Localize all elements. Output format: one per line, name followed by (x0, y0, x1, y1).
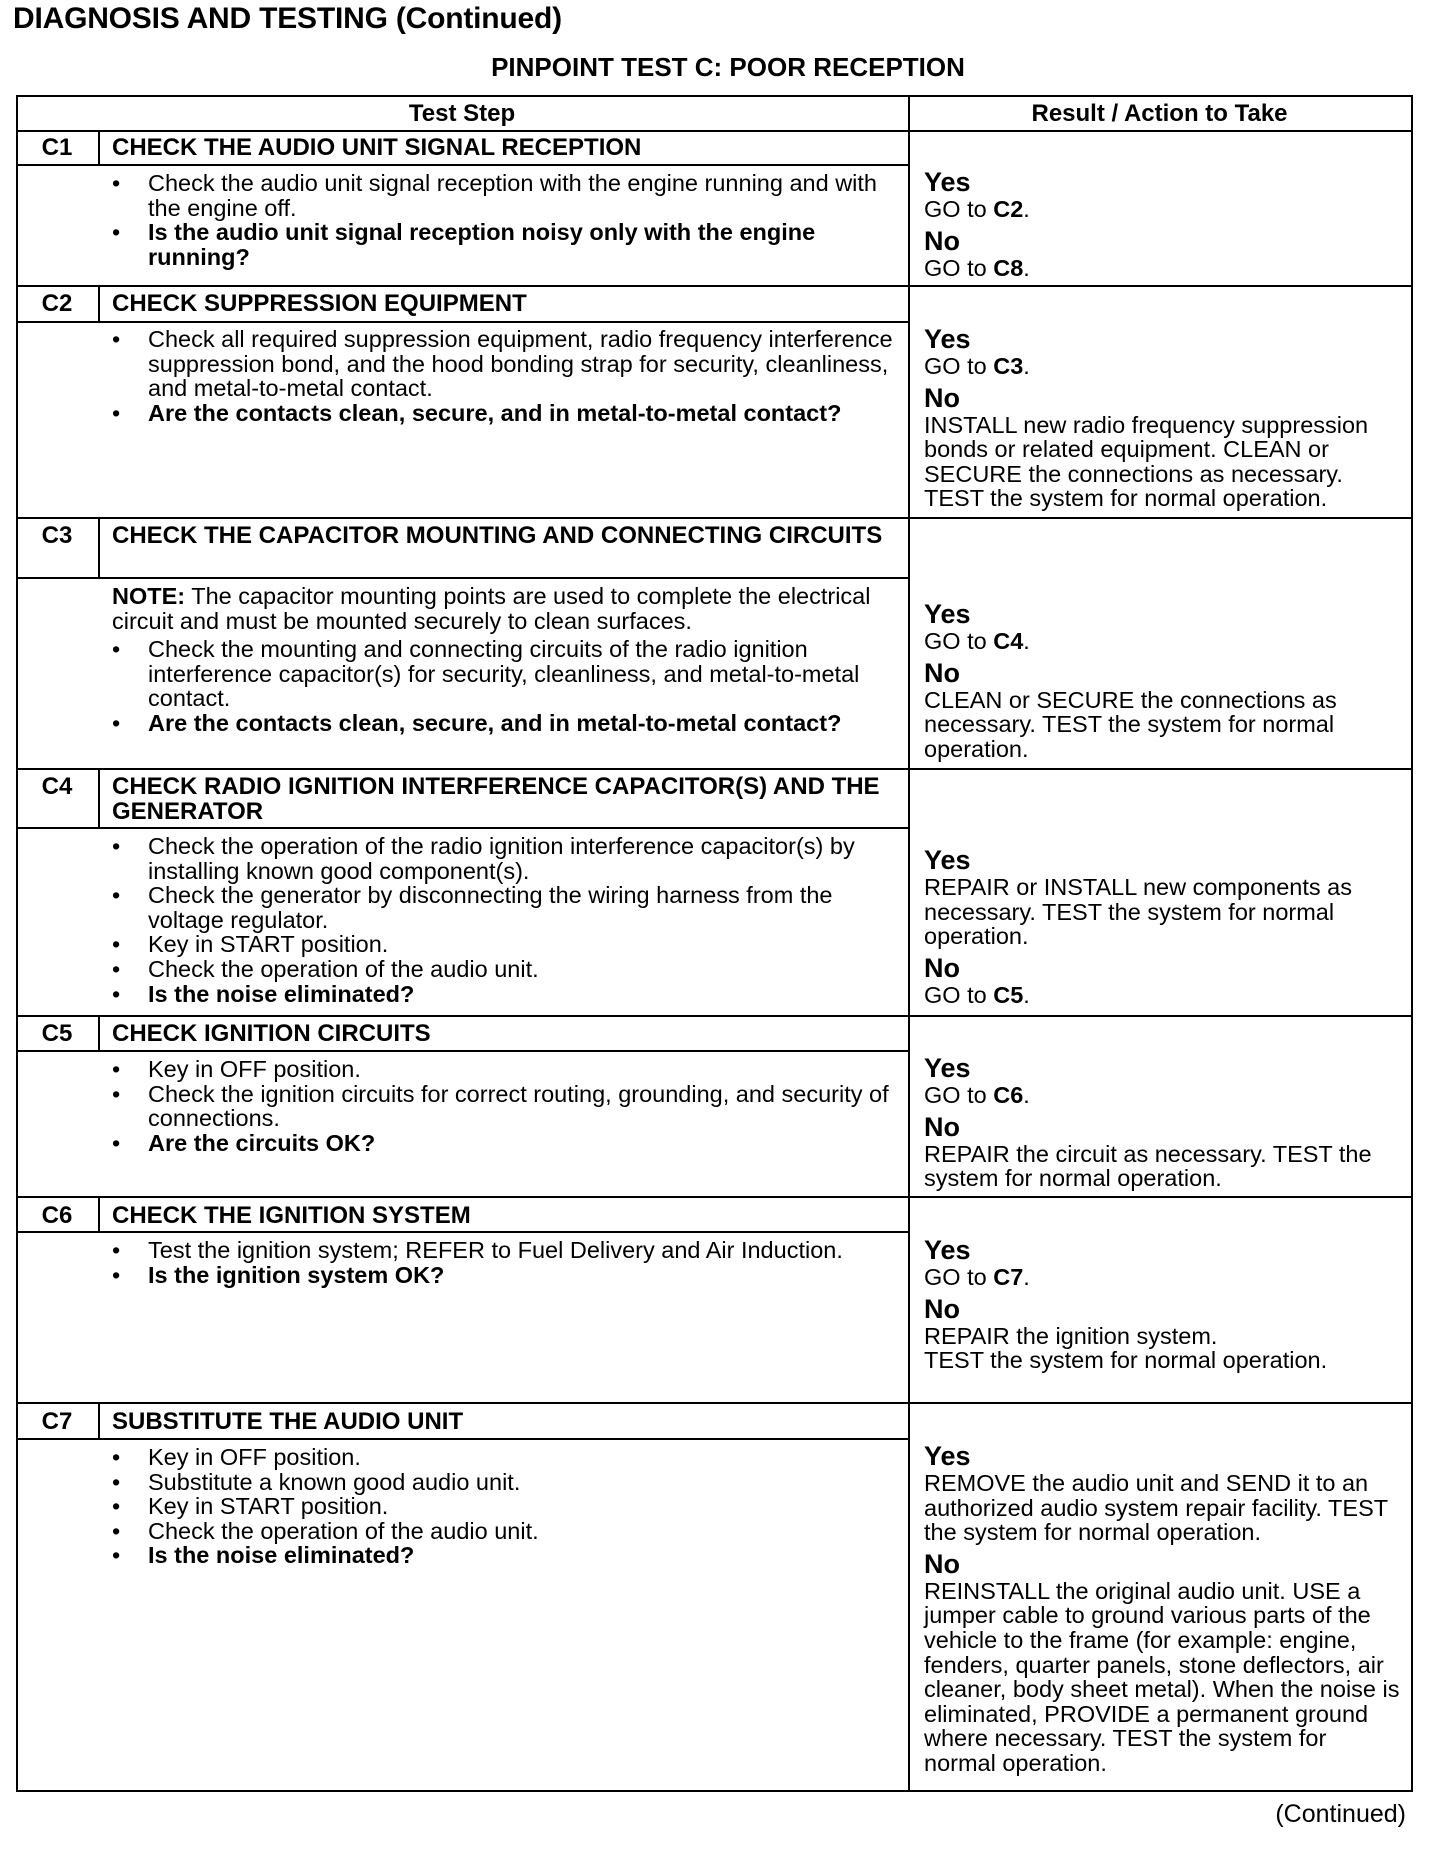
table-rule (98, 1402, 100, 1438)
step-bullet: • Check the ignition circuits for correct routing, grounding, and security of connections. (112, 1082, 902, 1131)
step-title: CHECK SUPPRESSION EQUIPMENT (112, 290, 527, 317)
no-label: No (924, 952, 960, 983)
step-question: • Is the noise eliminated? (112, 982, 902, 1007)
step-bullet: • Check the audio unit signal reception with the engine running and with the engine off. (112, 171, 902, 220)
step-title: CHECK IGNITION CIRCUITS (112, 1020, 431, 1047)
step-result: Yes GO to C2. No GO to C8. (924, 167, 1404, 284)
step-title: CHECK THE IGNITION SYSTEM (112, 1202, 471, 1229)
step-note: NOTE: The capacitor mounting points are used to complete the electrical circuit and must be mounted securely to clean surfaces. (112, 583, 871, 634)
step-link[interactable]: C5 (993, 981, 1024, 1008)
table-rule (16, 1050, 908, 1052)
step-question: • Is the ignition system OK? (112, 1263, 902, 1288)
step-question: • Are the contacts clean, secure, and in metal-to-metal contact? (112, 401, 902, 426)
step-body (112, 171, 902, 269)
step-bullet: • Key in START position. (112, 1494, 902, 1519)
step-title: SUBSTITUTE THE AUDIO UNIT (112, 1408, 464, 1435)
step-id: C4 (41, 773, 73, 800)
step-bullet: • Check all required suppression equipment, radio frequency interference suppression bond, and the hood bonding strap for security, cleanliness, and metal-to-metal contact. (112, 327, 902, 401)
yes-label: Yes (924, 167, 971, 197)
step-title: CHECK RADIO IGNITION INTERFERENCE CAPACITOR(S) AND THE GENERATOR (112, 773, 880, 825)
step-link[interactable]: C4 (993, 628, 1024, 654)
step-bullet: • Test the ignition system; REFER to Fuel Delivery and Air Induction. (112, 1238, 902, 1263)
step-body (112, 327, 902, 425)
section-title: DIAGNOSIS AND TESTING (Continued) (13, 2, 562, 35)
table-rule (16, 1231, 908, 1233)
step-id: C3 (41, 522, 73, 549)
yes-label: Yes (924, 599, 971, 629)
step-id: C5 (41, 1020, 73, 1047)
step-title: CHECK THE AUDIO UNIT SIGNAL RECEPTION (112, 134, 642, 161)
step-body (112, 1445, 902, 1568)
yes-label: Yes (924, 1053, 971, 1083)
step-bullet: • Check the operation of the radio ignition interference capacitor(s) by installing known good component(s). (112, 834, 902, 883)
step-body (112, 834, 902, 1006)
table-rule (16, 517, 1413, 519)
step-bullet: • Check the operation of the audio unit. (112, 1519, 902, 1544)
table-rule (98, 285, 100, 321)
step-result: Yes REPAIR or INSTALL new components as necessary. TEST the system for normal operation. No GO to C5. (924, 845, 1404, 1011)
column-header-result: Result / Action to Take (1031, 100, 1288, 127)
column-header-test-step: Test Step (408, 100, 516, 127)
table-rule (16, 577, 908, 579)
step-bullet: • Check the mounting and connecting circuits of the radio ignition interference capacitor(s) for security, cleanliness, and metal-to-metal contact. (112, 637, 902, 711)
step-bullet: • Key in START position. (112, 932, 902, 957)
step-question: • Is the audio unit signal reception noisy only with the engine running? (112, 220, 902, 269)
step-question: • Are the circuits OK? (112, 1131, 902, 1156)
step-question: • Are the contacts clean, secure, and in metal-to-metal contact? (112, 711, 902, 736)
step-bullet: • Key in OFF position. (112, 1445, 902, 1470)
step-link[interactable]: C3 (993, 353, 1024, 379)
step-link[interactable]: C8 (993, 254, 1024, 281)
step-result: Yes REMOVE the audio unit and SEND it to an authorized audio system repair facility. TEST the system for normal operation. No REINSTALL the original audio unit. USE a jumper cable to ground various parts of the vehicle to the frame (for example: engine, fenders, quarter panels, stone deflectors, air cleaner, body sheet metal). When the noise is eliminated, PROVIDE a permanent ground where necessary. TEST the system for normal operation. (924, 1441, 1404, 1780)
step-result: Yes GO to C7. No REPAIR the ignition system. TEST the system for normal operation. (924, 1235, 1404, 1377)
step-bullet: • Check the generator by disconnecting the wiring harness from the voltage regulator. (112, 883, 902, 932)
no-label: No (924, 657, 960, 688)
yes-label: Yes (924, 845, 971, 875)
table-rule (16, 321, 908, 323)
continued-footer: (Continued) (1275, 1800, 1406, 1828)
no-label: No (924, 1111, 960, 1142)
yes-label: Yes (924, 1441, 971, 1471)
step-body (112, 1057, 902, 1155)
table-rule (16, 285, 1413, 287)
table-rule (98, 1196, 100, 1231)
step-link[interactable]: C7 (993, 1264, 1024, 1290)
step-id: C7 (41, 1408, 73, 1435)
no-label: No (924, 1293, 960, 1324)
yes-label: Yes (924, 1235, 971, 1265)
table-rule (16, 1402, 1413, 1404)
step-result: Yes GO to C4. No CLEAN or SECURE the connections as necessary. TEST the system for normal operation. (924, 599, 1404, 765)
table-rule (98, 1015, 100, 1050)
table-rule (16, 1015, 1413, 1017)
table-rule (908, 95, 910, 1792)
step-question: • Is the noise eliminated? (112, 1543, 902, 1568)
table-rule (16, 827, 908, 829)
step-body (112, 1238, 902, 1287)
step-id: C1 (41, 134, 73, 161)
no-label: No (924, 1548, 960, 1579)
step-id: C6 (41, 1202, 73, 1229)
step-bullet: • Substitute a known good audio unit. (112, 1470, 902, 1495)
yes-label: Yes (924, 324, 971, 354)
step-result: Yes GO to C6. No REPAIR the circuit as necessary. TEST the system for normal operation. (924, 1053, 1404, 1195)
step-bullet: • Check the operation of the audio unit. (112, 957, 902, 982)
table-rule (16, 164, 908, 166)
table-rule (98, 517, 100, 577)
step-link[interactable]: C6 (993, 1082, 1024, 1108)
step-title: CHECK THE CAPACITOR MOUNTING AND CONNECTING CIRCUITS (112, 522, 883, 549)
table-rule (16, 1196, 1413, 1198)
step-body (112, 584, 902, 736)
pinpoint-test-title: PINPOINT TEST C: POOR RECEPTION (491, 52, 965, 82)
table-rule (16, 1438, 908, 1440)
step-id: C2 (41, 290, 73, 317)
table-rule (98, 130, 100, 164)
step-link[interactable]: C2 (993, 196, 1024, 222)
no-label: No (924, 225, 960, 256)
no-label: No (924, 382, 960, 413)
step-bullet: • Key in OFF position. (112, 1057, 902, 1082)
step-result: Yes GO to C3. No INSTALL new radio frequency suppression bonds or related equipment. CLEAN or SECURE the connections as necessary. TEST the system for normal operation. (924, 324, 1404, 515)
table-rule (16, 768, 1413, 770)
table-rule (98, 768, 100, 827)
